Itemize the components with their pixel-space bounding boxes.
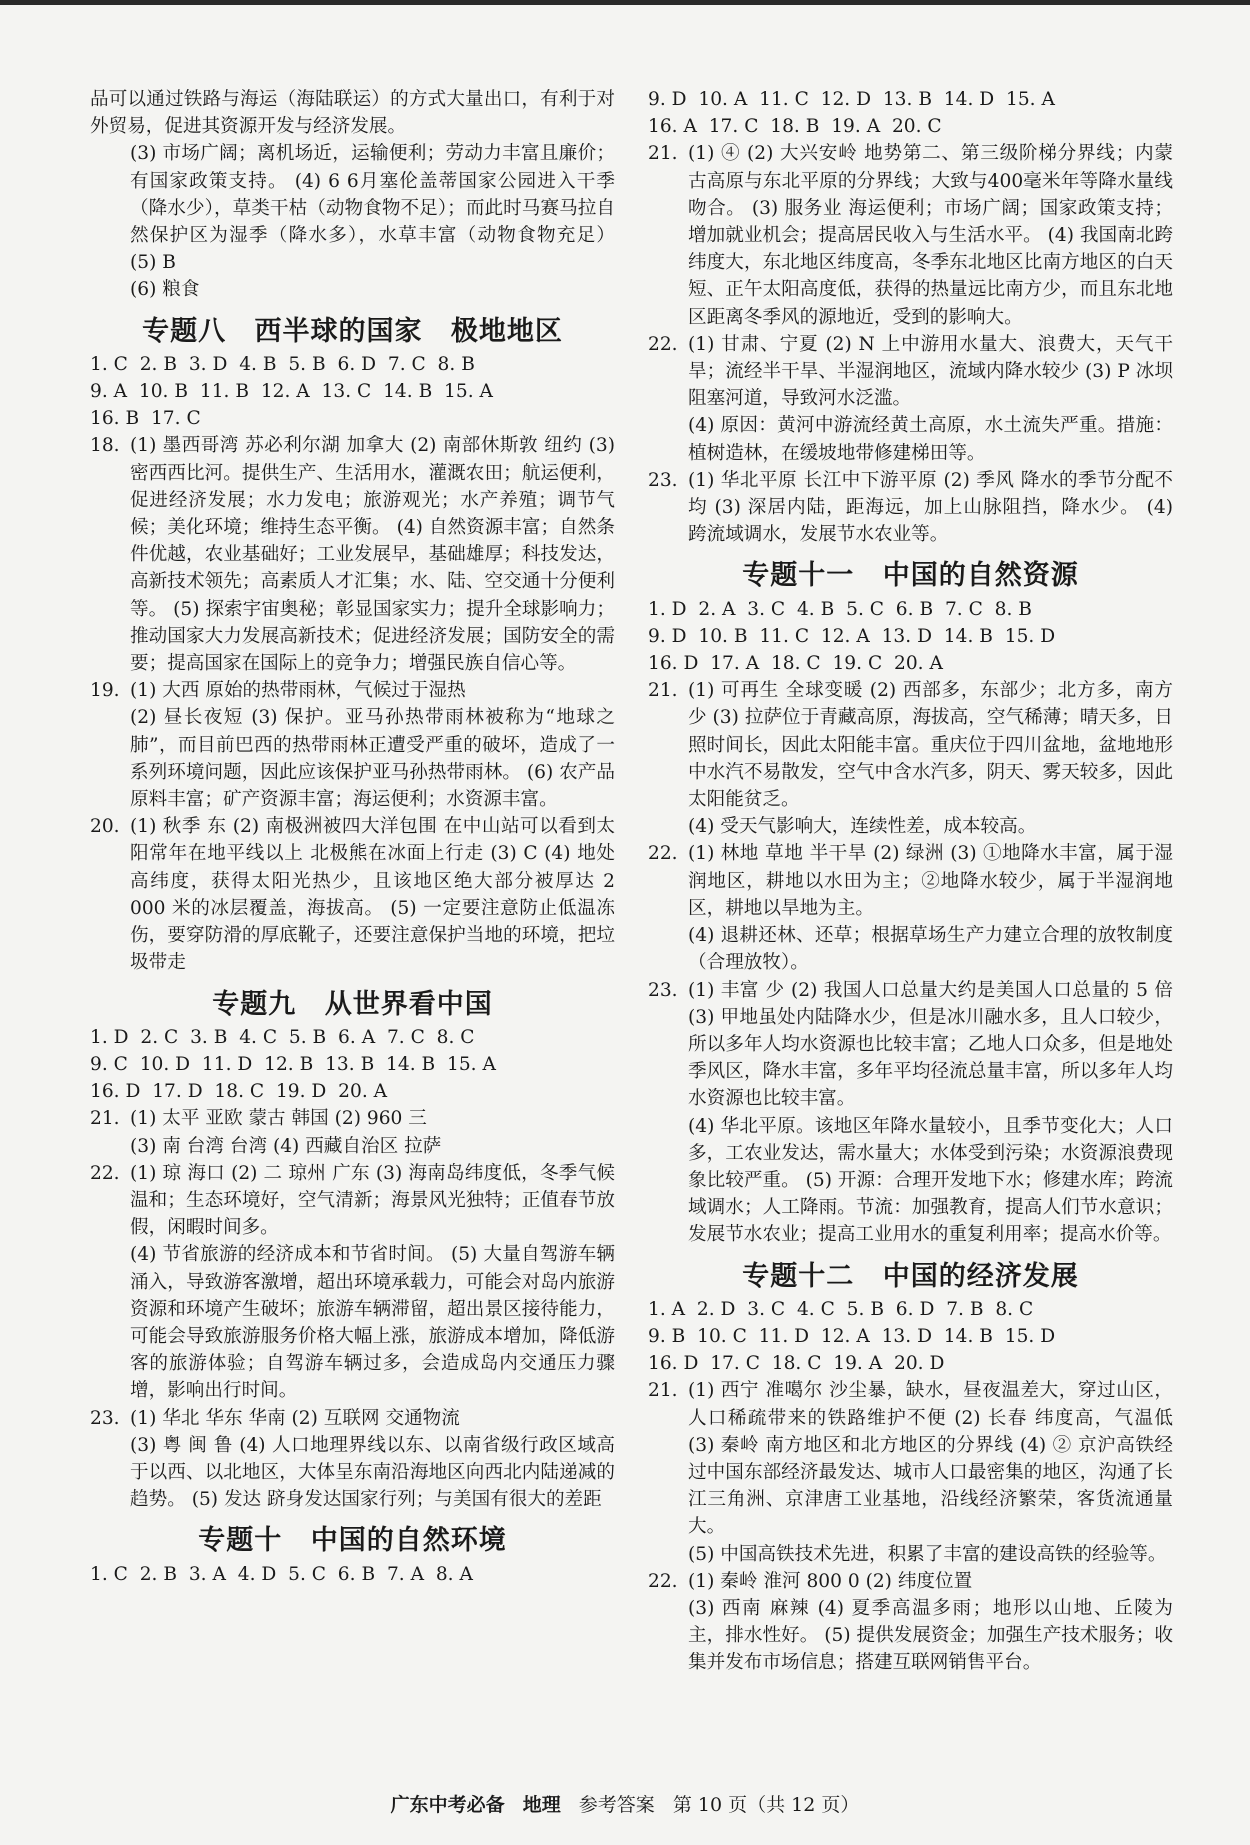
answer-continued: (4) 华北平原。该地区年降水量较小，且季节变化大；人口多，工农业发达，需水量大；水体受到污染；水资源浪费现象比较严重。 (5) 开源：合理开发地下水；修建水库；跨流域调水；人工降雨。节流：加强教育，提高人们节水意识；发展节水农业；提高工业用水的重复利用率；提高水价等。 xyxy=(688,1115,1173,1246)
mc-answers: 16. D 17. C 18. C 19. A 20. D xyxy=(648,1353,945,1375)
mc-answers: 9. D 10. A 11. C 12. D 13. B 14. D 15. A xyxy=(648,89,1055,110)
answer-continued: (3) 西南 麻辣 (4) 夏季高温多雨；地形以山地、丘陵为主，排水性好。 (5) 提供发展资金；加强生产技术服务；收集并发布市场信息；搭建互联网销售平台。 xyxy=(688,1597,1173,1674)
answer-continued: (4) 退耕还林、还草；根据草场生产力建立合理的放牧制度（合理放牧）。 xyxy=(688,925,1173,974)
mc-answers: 1. C 2. B 3. D 4. B 5. B 6. D 7. C 8. B xyxy=(90,353,475,375)
question-answer: 18. (1) 墨西哥湾 苏必利尔湖 加拿大 (2) 南部休斯敦 纽约 (3) 密西西比河。提供生产、生活用水，灌溉农田；航运便利，促进经济发展；水力发电；旅游观光；水产养殖；调节气候；美化环境；维持生态平衡。 (4) 自然资源丰富；自然条件优越，农业基础好；工业发展早，基础雄厚；科技发达，高新技术领先；高素质人才汇集；水、陆、空交通十分便利等。 (5) 探索宇宙奥秘；彰显国家实力；提升全球影响力；推动国家大力发展高新技术；促进经济发展；国防安全的需要；提高国家在国际上的竞争力；增强民族自信心等。 xyxy=(90,435,615,675)
right-column xyxy=(648,86,1173,1677)
question-answer: 21. (1) 西宁 准噶尔 沙尘暴，缺水，昼夜温差大，穿过山区，人口稀疏带来的铁路维护不便 (2) 长春 纬度高，气温低 (3) 秦岭 南方地区和北方地区的分界线 (4) ② 京沪高铁经过中国东部经济最发达、城市人口最密集的地区，沟通了长江三角洲、京津唐工业基地，沿线经济繁荣，客货流通量大。 xyxy=(648,1380,1173,1538)
answer-continued: (4) 受天气影响大，连续性差，成本较高。 xyxy=(688,816,1037,838)
mc-answers: 1. D 2. A 3. C 4. B 5. C 6. B 7. C 8. B xyxy=(648,598,1032,620)
answer-continued: (3) 粤 闽 鲁 (4) 人口地理界线以东、以南省级行政区域高于以西、以北地区，大体呈东南沿海地区向西北内陆递减的趋势。 (5) 发达 跻身发达国家行列；与美国有很大的差距 xyxy=(130,1434,615,1511)
question-answer: 22. (1) 秦岭 淮河 800 0 (2) 纬度位置 xyxy=(648,1570,973,1592)
answer-continued: 品可以通过铁路与海运（海陆联运）的方式大量出口，有利于对外贸易，促进其资源开发与经济发展。 xyxy=(90,89,615,138)
answer-continued: (4) 节省旅游的经济成本和节省时间。 (5) 大量自驾游车辆涌入，导致游客激增，超出环境承载力，可能会对岛内旅游资源和环境产生破坏；旅游车辆滞留，超出景区接待能力，可能会导致旅游服务价格大幅上涨，旅游成本增加，降低游客的旅游体验；自驾游车辆过多，会造成岛内交通压力骤增，影响出行时间。 xyxy=(130,1244,615,1402)
mc-answers: 16. D 17. D 18. C 19. D 20. A xyxy=(90,1081,388,1103)
question-answer: 23. (1) 华北平原 长江中下游平原 (2) 季风 降水的季节分配不均 (3) 深居内陆，距海远，加上山脉阻挡，降水少。 (4) 跨流域调水，发展节水农业等。 xyxy=(648,469,1173,546)
mc-answers: 1. D 2. C 3. B 4. C 5. B 6. A 7. C 8. C xyxy=(90,1026,475,1048)
mc-answers: 9. D 10. B 11. C 12. A 13. D 14. B 15. D xyxy=(648,625,1056,647)
answer-continued: (3) 南 台湾 台湾 (4) 西藏自治区 拉萨 xyxy=(130,1135,442,1157)
top-border xyxy=(0,0,1250,5)
section-heading-10: 专题十 中国的自然环境 xyxy=(198,1525,507,1557)
mc-answers: 1. A 2. D 3. C 4. C 5. B 6. D 7. B 8. C xyxy=(648,1298,1034,1320)
question-answer: 22. (1) 琼 海口 (2) 二 琼州 广东 (3) 海南岛纬度低，冬季气候温和；生态环境好，空气清新；海景风光独特；正值春节放假，闲暇时间多。 xyxy=(90,1162,615,1239)
question-answer: 21. (1) 太平 亚欧 蒙古 韩国 (2) 960 三 xyxy=(90,1108,427,1130)
mc-answers: 16. A 17. C 18. B 19. A 20. C xyxy=(648,116,942,138)
question-answer: 20. (1) 秋季 东 (2) 南极洲被四大洋包围 在中山站可以看到太阳常年在地平线以上 北极熊在冰面上行走 (3) C (4) 地处高纬度，获得太阳光热少，且该地区绝大部分被厚达 2 000 米的冰层覆盖，海拔高。 (5) 一定要注意防止低温冻伤，要穿防滑的厚底靴子，还要注意保护当地的环境，把垃圾带走 xyxy=(90,816,615,974)
page-number: 第 10 页（共 12 页） xyxy=(672,1794,860,1816)
question-answer: 23. (1) 华北 华东 华南 (2) 互联网 交通物流 xyxy=(90,1407,460,1429)
question-answer: 23. (1) 丰富 少 (2) 我国人口总量大约是美国人口总量的 5 倍 (3) 甲地虽处内陆降水少，但是冰川融水多，且人口较少，所以多年人均水资源也比较丰富；乙地人口众多，但是地处季风区，降水丰富，多年平均径流总量丰富，所以多年人均水资源也比较丰富。 xyxy=(648,979,1173,1110)
mc-answers: 16. D 17. A 18. C 19. C 20. A xyxy=(648,653,943,675)
question-answer: 22. (1) 甘肃、宁夏 (2) N 上中游用水量大、浪费大，天气干旱；流经半干旱、半湿润地区，流域内降水较少 (3) P 冰坝阻塞河道，导致河水泛滥。 xyxy=(648,333,1173,410)
answer-continued: (6) 粮食 xyxy=(130,279,200,301)
mc-answers: 9. B 10. C 11. D 12. A 13. D 14. B 15. D xyxy=(648,1325,1056,1347)
section-heading-9: 专题九 从世界看中国 xyxy=(212,988,493,1020)
page-footer xyxy=(0,1790,1250,1817)
question-answer: 19. (1) 大西 原始的热带雨林，气候过于湿热 xyxy=(90,680,466,702)
question-answer: 21. (1) ④ (2) 大兴安岭 地势第二、第三级阶梯分界线；内蒙古高原与东北平原的分界线；大致与400毫米年等降水量线吻合。 (3) 服务业 海运便利；市场广阔；国家政策支持；增加就业机会；提高居民收入与生活水平。 (4) 我国南北跨纬度大，东北地区纬度高，冬季东北地区比南方地区的白天短、正午太阳高度低，获得的热量远比南方少，而且东北地区距离冬季风的源地近，受到的影响大。 xyxy=(648,143,1173,328)
section-heading-11: 专题十一 中国的自然资源 xyxy=(742,560,1079,592)
mc-answers: 9. C 10. D 11. D 12. B 13. B 14. B 15. A xyxy=(90,1053,496,1075)
answer-continued: (3) 市场广阔；离机场近，运输便利；劳动力丰富且廉价；有国家政策支持。 (4) 6 6月塞伦盖蒂国家公园进入干季（降水少），草类干枯（动物食物不足）；而此时马赛马拉自然保护区为湿季（降水多），水草丰富（动物食物充足） (5) B xyxy=(130,143,615,274)
subject-label: 地理 xyxy=(522,1794,561,1816)
answer-label: 参考答案 xyxy=(578,1794,655,1816)
answer-continued: (4) 原因：黄河中游流经黄土高原，水土流失严重。措施：植树造林，在缓坡地带修建梯田等。 xyxy=(688,415,1173,464)
left-column xyxy=(90,86,615,1588)
section-heading-12: 专题十二 中国的经济发展 xyxy=(742,1260,1079,1292)
question-answer: 21. (1) 可再生 全球变暖 (2) 西部多，东部少；北方多，南方少 (3) 拉萨位于青藏高原，海拔高，空气稀薄；晴天多，日照时间长，因此太阳能丰富。重庆位于四川盆地，盆地地形中水汽不易散发，空气中含水汽多，阴天、雾天较多，因此太阳能贫乏。 xyxy=(648,680,1173,811)
section-heading-8: 专题八 西半球的国家 极地地区 xyxy=(142,315,563,347)
mc-answers: 9. A 10. B 11. B 12. A 13. C 14. B 15. A xyxy=(90,381,493,403)
mc-answers: 16. B 17. C xyxy=(90,408,201,430)
question-answer: 22. (1) 林地 草地 半干旱 (2) 绿洲 (3) ①地降水丰富，属于湿润地区，耕地以水田为主；②地降水较少，属于半湿润地区，耕地以旱地为主。 xyxy=(648,843,1173,919)
mc-answers: 1. C 2. B 3. A 4. D 5. C 6. B 7. A 8. A xyxy=(90,1563,473,1585)
book-title: 广东中考必备 xyxy=(390,1794,505,1816)
answer-continued: (2) 昼长夜短 (3) 保护。亚马孙热带雨林被称为“地球之肺”，而目前巴西的热带雨林正遭受严重的破坏，造成了一系列环境问题，因此应该保护亚马孙热带雨林。 (6) 农产品原料丰富；矿产资源丰富；海运便利；水资源丰富。 xyxy=(130,707,615,811)
answer-continued: (5) 中国高铁技术先进，积累了丰富的建设高铁的经验等。 xyxy=(688,1543,1167,1565)
